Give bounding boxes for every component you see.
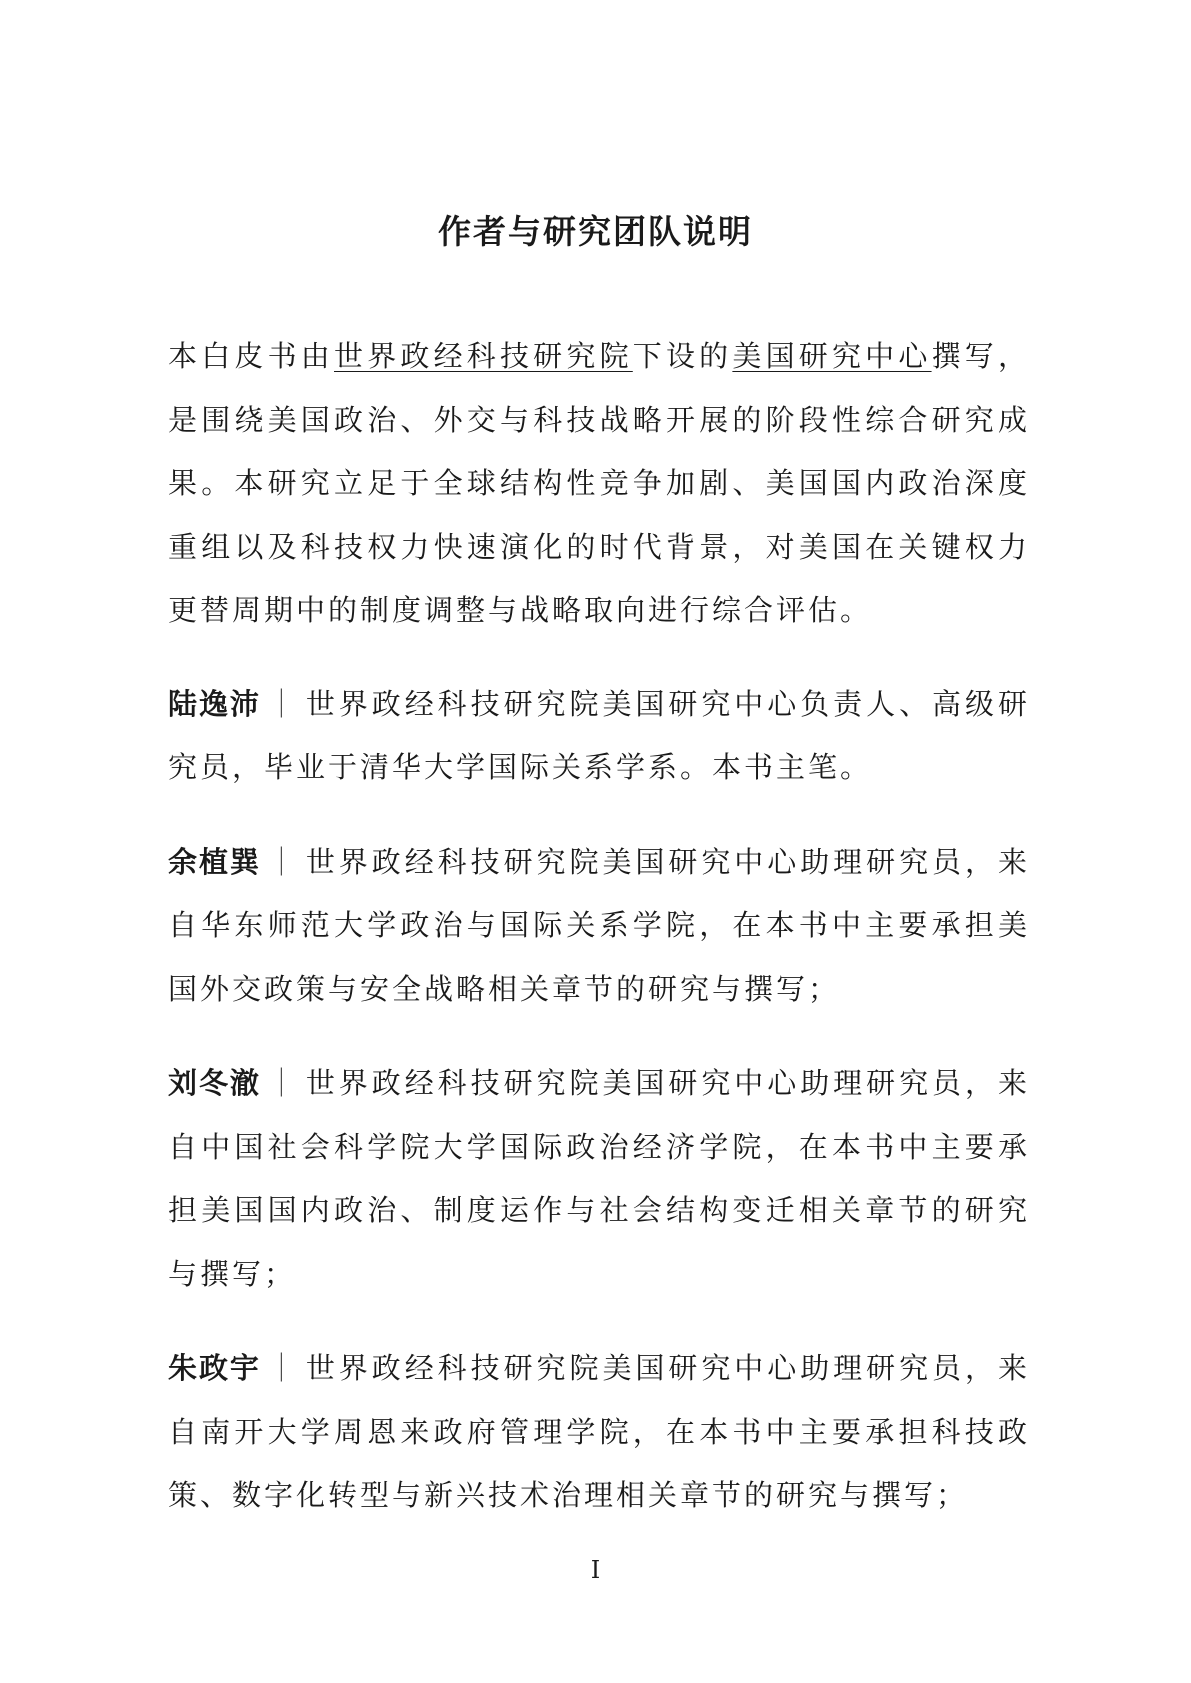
member-entry <box>168 831 1030 1022</box>
page-content <box>168 325 1030 1559</box>
separator: ｜ <box>266 1351 300 1385</box>
member-name: 朱政宇 <box>168 1351 261 1385</box>
intro-paragraph <box>168 325 1030 643</box>
page-title: 作者与研究团队说明 <box>438 212 753 251</box>
separator: ｜ <box>266 1066 300 1100</box>
member-description: 世界政经科技研究院美国研究中心负责人、高级研究员，毕业于清华大学国际关系学系。本书主笔。 <box>168 686 1030 784</box>
member-entry <box>168 673 1030 800</box>
member-name: 余植巽 <box>168 844 261 879</box>
intro-middle: 下设的 <box>632 339 733 373</box>
member-description: 世界政经科技研究院美国研究中心助理研究员，来自华东师范大学政治与国际关系学院，在本书中主要承担美国外交政策与安全战略相关章节的研究与撰写； <box>168 844 1030 1006</box>
separator: ｜ <box>266 844 300 879</box>
center-name: 美国研究中心 <box>732 339 932 373</box>
intro-prefix: 本白皮书由 <box>168 339 334 373</box>
separator: ｜ <box>266 686 300 721</box>
page-number: I <box>590 1556 601 1584</box>
member-description: 世界政经科技研究院美国研究中心助理研究员，来自中国社会科学院大学国际政治经济学院，在本书中主要承担美国国内政治、制度运作与社会结构变迁相关章节的研究与撰写； <box>168 1066 1030 1291</box>
member-entry <box>168 1337 1030 1528</box>
intro-rest: 撰写，是围绕美国政治、外交与科技战略开展的阶段性综合研究成果。本研究立足于全球结构性竞争加剧、美国国内政治深度重组以及科技权力快速演化的时代背景，对美国在关键权力更替周期中的制度调整与战略取向进行综合评估。 <box>168 339 1030 627</box>
member-entry <box>168 1052 1030 1306</box>
member-name: 刘冬澈 <box>168 1066 261 1100</box>
member-description: 世界政经科技研究院美国研究中心助理研究员，来自南开大学周恩来政府管理学院，在本书中主要承担科技政策、数字化转型与新兴技术治理相关章节的研究与撰写； <box>168 1351 1030 1512</box>
institute-name: 世界政经科技研究院 <box>334 339 633 373</box>
member-name: 陆逸沛 <box>168 686 261 721</box>
